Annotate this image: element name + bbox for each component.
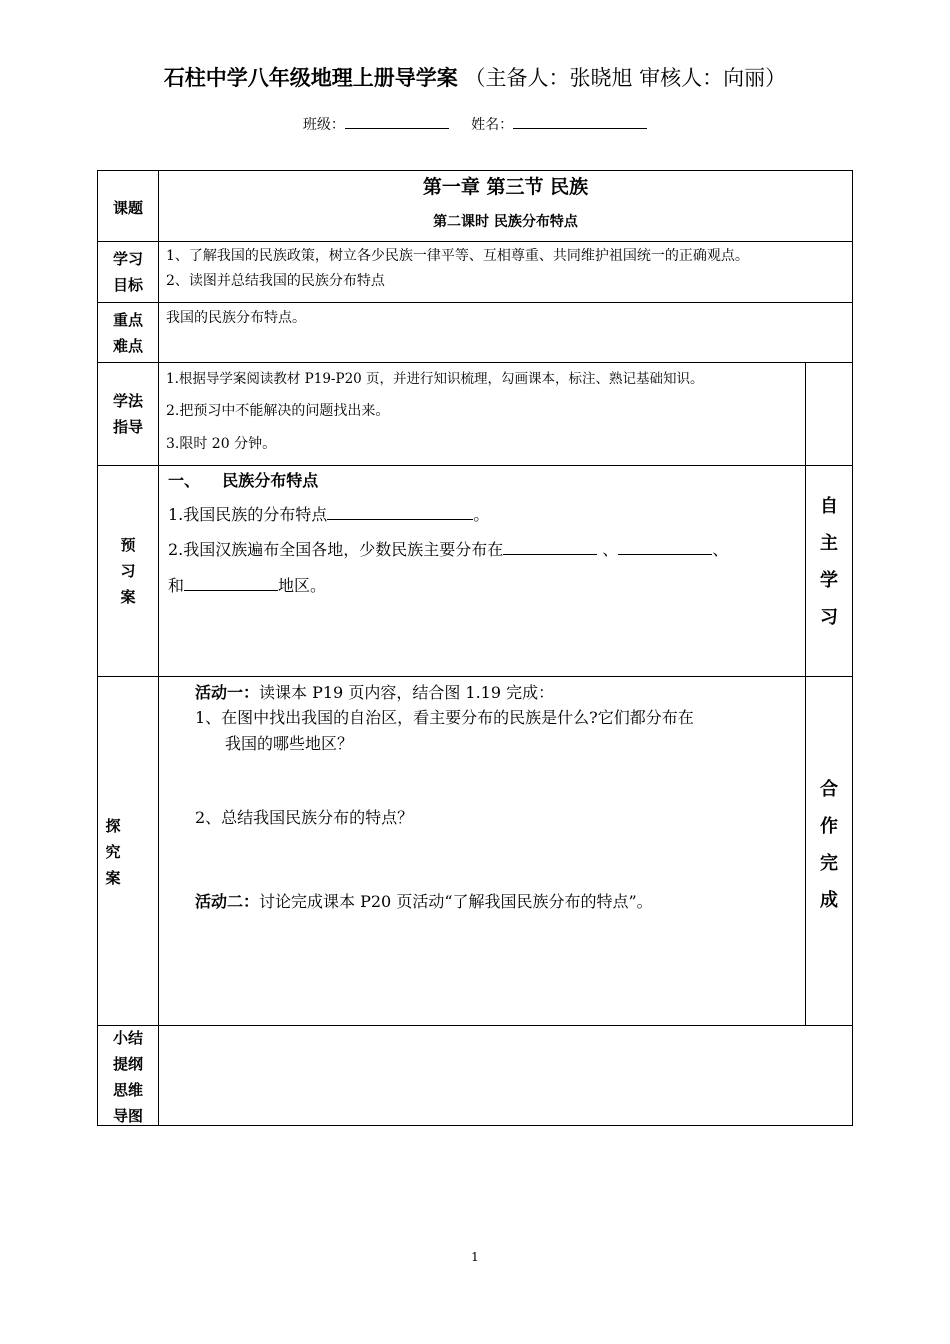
q2-separator: 、 bbox=[712, 540, 729, 559]
q2-answer-blank-1[interactable] bbox=[503, 538, 597, 555]
side-char: 成 bbox=[820, 890, 838, 911]
preview-question-2-cont bbox=[168, 573, 326, 596]
objective-2: 2、读图并总结我国的民族分布特点 bbox=[166, 273, 385, 289]
explore-label-char: 究 bbox=[105, 843, 121, 861]
side-char: 学 bbox=[820, 570, 838, 591]
objective-1: 1、了解我国的民族政策，树立各少民族一律平等、互相尊重、共同维护祖国统一的正确观点。 bbox=[166, 248, 749, 264]
side-char: 作 bbox=[820, 816, 838, 837]
method-label-line: 指导 bbox=[112, 418, 143, 436]
preview-label bbox=[98, 532, 158, 610]
explore-label bbox=[98, 813, 128, 891]
method-label-line: 学法 bbox=[112, 392, 143, 410]
summary-label-line: 思维 bbox=[112, 1081, 143, 1099]
key-points-label-line: 重点 bbox=[112, 311, 143, 329]
activity-2-text: 讨论完成课本 P20 页活动“了解我国民族分布的特点”。 bbox=[259, 892, 653, 911]
q2-separator: 、 bbox=[602, 540, 619, 559]
lesson-title: 第二课时 民族分布特点 bbox=[433, 214, 578, 230]
label-column-divider bbox=[158, 170, 159, 1126]
objectives-label bbox=[98, 246, 158, 298]
q2-answer-blank-2[interactable] bbox=[618, 538, 712, 555]
explore-question-1: 1、在图中找出我国的自治区，看主要分布的民族是什么?它们都分布在 bbox=[195, 708, 694, 727]
preview-label-char: 案 bbox=[120, 588, 136, 606]
q1-suffix: 。 bbox=[473, 505, 490, 524]
row-divider bbox=[97, 362, 853, 363]
q1-answer-blank[interactable] bbox=[327, 503, 473, 520]
summary-label bbox=[98, 1025, 158, 1129]
side-column-divider bbox=[805, 362, 806, 1026]
explore-question-2: 2、总结我国民族分布的特点？ bbox=[195, 808, 414, 827]
method-1: 1.根据导学案阅读教材 P19-P20 页，并进行知识梳理，勾画课本，标注、熟记基础知识。 bbox=[166, 371, 704, 387]
q2-answer-blank-3[interactable] bbox=[184, 574, 278, 591]
class-label: 班级： bbox=[302, 117, 345, 133]
side-char: 自 bbox=[820, 496, 838, 517]
class-blank[interactable] bbox=[345, 114, 449, 129]
side-char: 主 bbox=[820, 533, 838, 554]
summary-label-line: 提纲 bbox=[112, 1055, 143, 1073]
activity-2 bbox=[195, 889, 653, 912]
document-title bbox=[0, 62, 950, 92]
side-char: 习 bbox=[820, 607, 838, 628]
explore-question-1-cont: 我国的哪些地区？ bbox=[225, 734, 354, 753]
method-3: 3.限时 20 分钟。 bbox=[166, 436, 277, 452]
activity-1 bbox=[195, 680, 554, 703]
summary-answer-area[interactable] bbox=[159, 1026, 852, 1125]
preview-question-1 bbox=[168, 502, 489, 525]
q2-prefix: 2.我国汉族遍布全国各地，少数民族主要分布在 bbox=[168, 540, 504, 559]
q2-line2-prefix: 和 bbox=[168, 576, 185, 595]
method-2: 2.把预习中不能解决的问题找出来。 bbox=[166, 403, 390, 419]
row-divider bbox=[97, 241, 853, 242]
objectives-label-line: 目标 bbox=[112, 276, 143, 294]
q2-line2-suffix: 地区。 bbox=[278, 576, 327, 595]
chapter-title: 第一章 第三节 民族 bbox=[422, 176, 589, 198]
preview-question-2 bbox=[168, 537, 728, 560]
name-blank[interactable] bbox=[513, 114, 647, 129]
activity-1-text: 读课本 P19 页内容，结合图 1.19 完成： bbox=[259, 683, 555, 702]
title-main: 石柱中学八年级地理上册导学案 bbox=[163, 66, 458, 90]
cooperation-side-label bbox=[806, 771, 852, 919]
name-label: 姓名： bbox=[471, 117, 514, 133]
preview-label-char: 预 bbox=[120, 536, 136, 554]
explore-label-char: 案 bbox=[105, 869, 121, 887]
summary-label-line: 小结 bbox=[112, 1029, 143, 1047]
activity-1-title: 活动一： bbox=[195, 683, 260, 702]
key-points-label-line: 难点 bbox=[112, 337, 143, 355]
preview-label-char: 习 bbox=[120, 562, 136, 580]
table-border-top bbox=[97, 170, 853, 171]
side-char: 合 bbox=[820, 779, 838, 800]
page-number: 1 bbox=[471, 1250, 479, 1264]
title-sub: （主备人：张晓旭 审核人：向丽） bbox=[464, 66, 787, 90]
row-divider bbox=[97, 465, 853, 466]
side-char: 完 bbox=[820, 853, 838, 874]
summary-label-line: 导图 bbox=[112, 1107, 143, 1125]
explore-label-char: 探 bbox=[105, 817, 121, 835]
key-points-label bbox=[98, 307, 158, 359]
row-divider bbox=[97, 302, 853, 303]
key-points-text: 我国的民族分布特点。 bbox=[166, 310, 306, 326]
self-study-side-label bbox=[806, 488, 852, 636]
objectives-label-line: 学习 bbox=[112, 250, 143, 268]
class-name-line bbox=[0, 114, 950, 134]
topic-label: 课题 bbox=[112, 199, 143, 217]
row-divider bbox=[97, 676, 853, 677]
activity-2-title: 活动二： bbox=[195, 892, 260, 911]
method-label bbox=[98, 388, 158, 440]
preview-section-title: 一、 民族分布特点 bbox=[168, 471, 319, 490]
table-border-bottom bbox=[97, 1125, 853, 1126]
table-border-right bbox=[852, 170, 853, 1126]
q1-prefix: 1.我国民族的分布特点 bbox=[168, 505, 328, 524]
